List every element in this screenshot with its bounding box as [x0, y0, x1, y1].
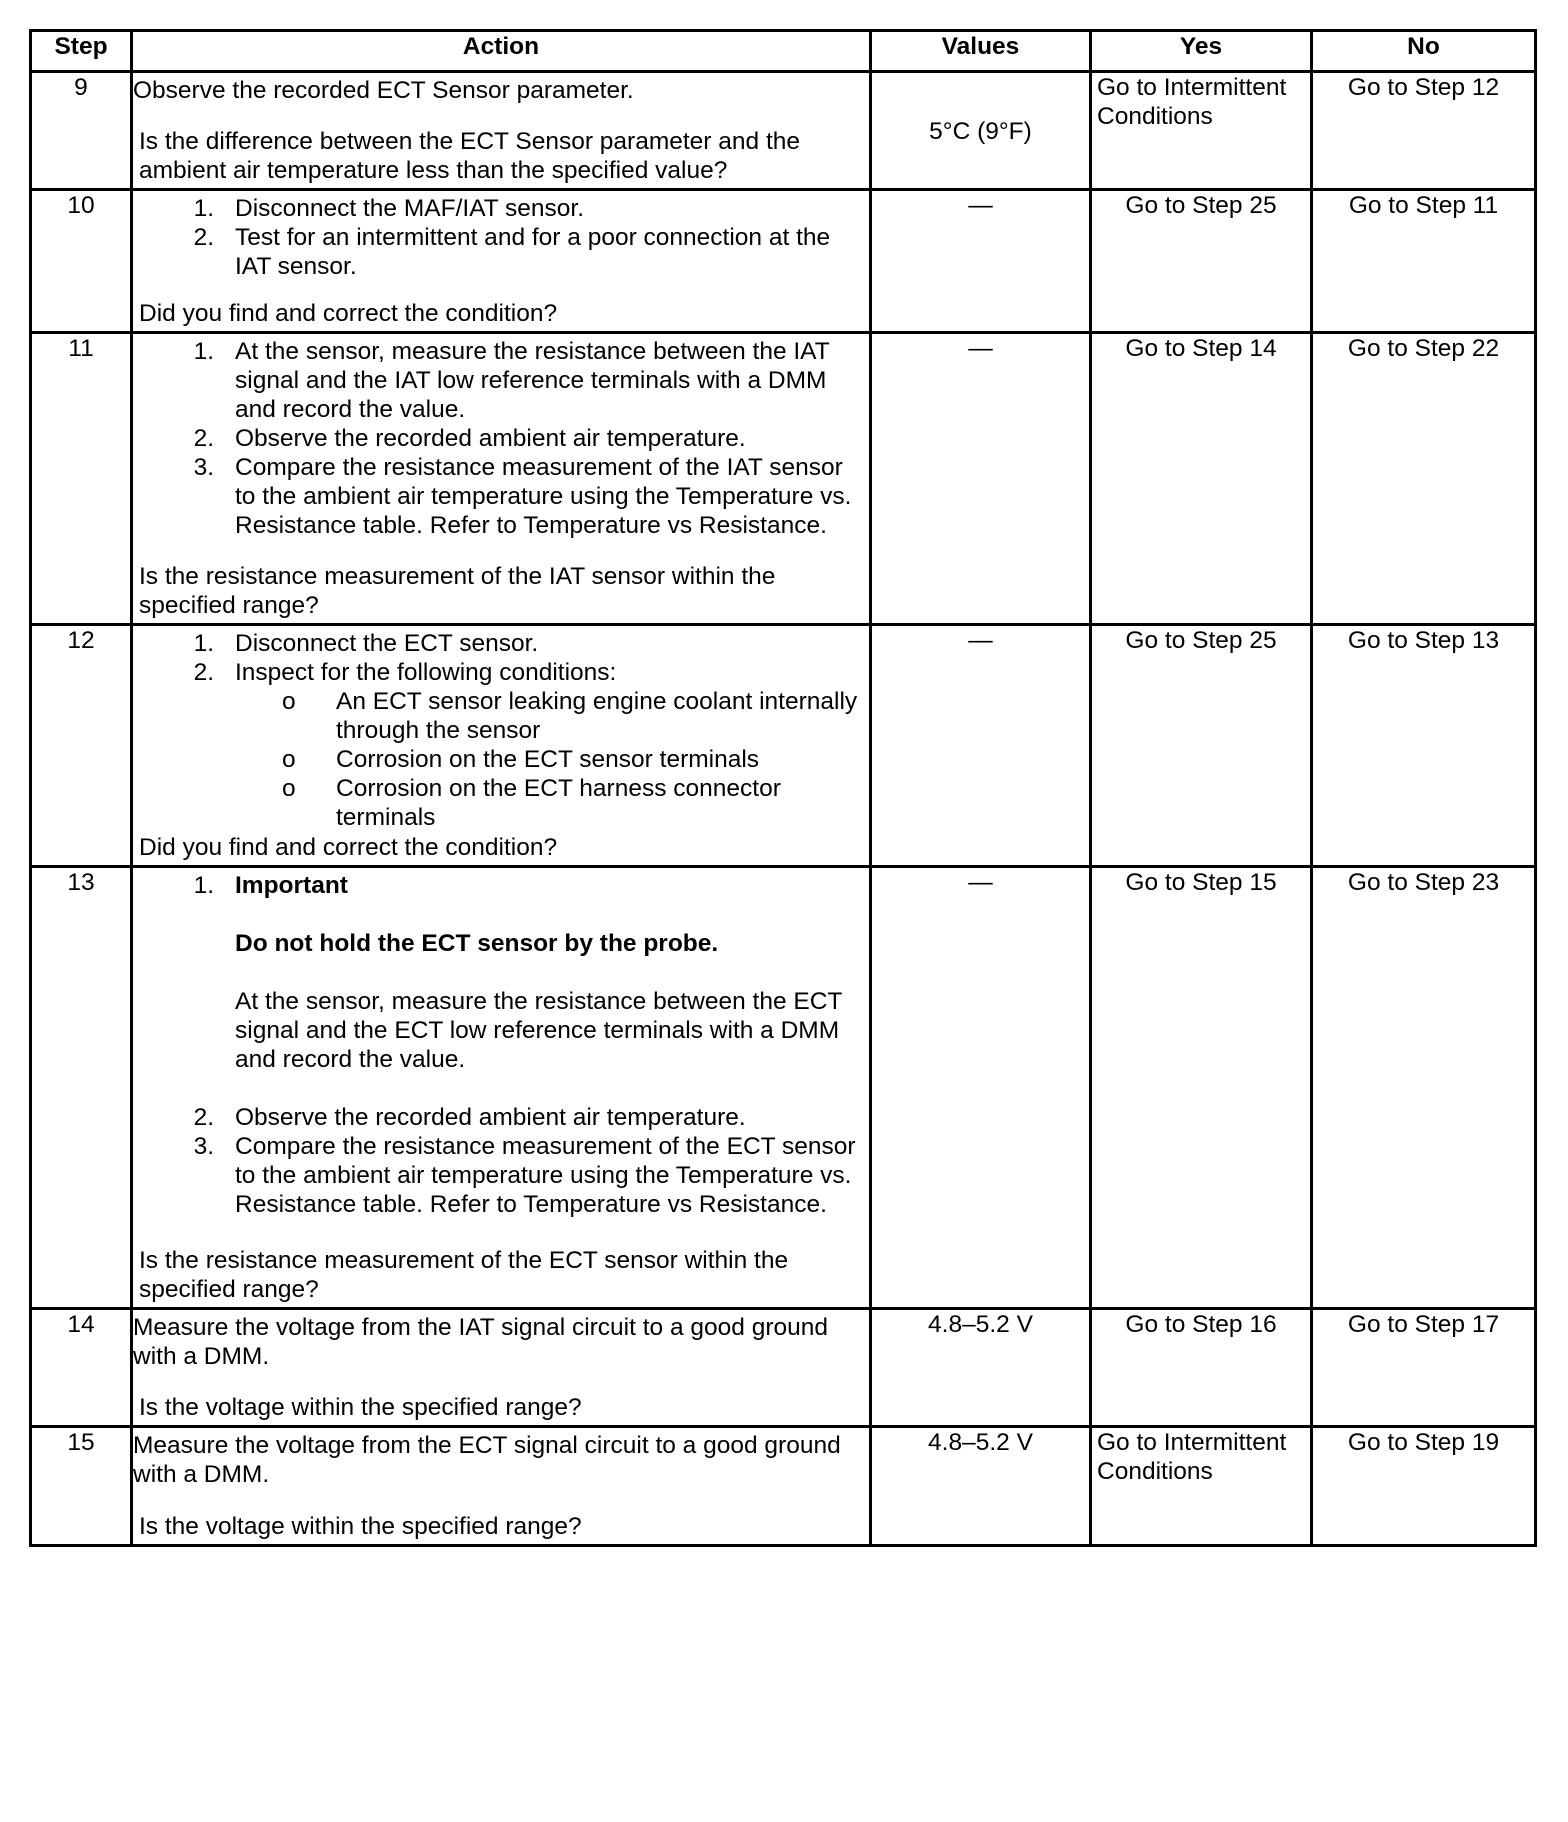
list-item: 1. Important Do not hold the ECT sensor by the probe. At the sensor, measure the resistance between the ECT signal and the ECT low reference terminals with a DMM and record the value. — [133, 871, 869, 1074]
action-question: Did you find and correct the condition? — [139, 300, 558, 327]
action-cell — [132, 72, 871, 190]
no-link[interactable]: Go to Step 17 — [1312, 1309, 1536, 1427]
table-row-step-12 — [31, 625, 1536, 867]
yes-link[interactable]: Go to Intermittent Conditions — [1091, 72, 1312, 190]
yes-link[interactable]: Go to Intermittent Conditions — [1091, 1427, 1312, 1546]
list-item: 3. Compare the resistance measurement of the IAT sensor to the ambient air temperature using the Temperature vs. Resistance table. Refer to Temperature vs Resistance. — [193, 454, 852, 539]
list-item: 2. Observe the recorded ambient air temperature. — [193, 425, 746, 452]
condition-list — [235, 687, 869, 832]
action-cell — [132, 1427, 871, 1546]
action-question: Is the voltage within the specified range? — [139, 1394, 582, 1421]
list-item: 1. Disconnect the MAF/IAT sensor. — [193, 195, 585, 222]
yes-link[interactable]: Go to Step 25 — [1091, 625, 1312, 867]
action-steps — [133, 191, 869, 281]
value-text: 4.8–5.2 V — [928, 1429, 1033, 1456]
list-item: o Corrosion on the ECT sensor terminals — [282, 746, 760, 773]
action-cell — [132, 333, 871, 625]
table-row-step-9 — [31, 72, 1536, 190]
action-question: Is the resistance measurement of the ECT sensor within the specified range? — [139, 1247, 789, 1303]
step-number: 10 — [31, 190, 132, 333]
action-question: Is the difference between the ECT Sensor parameter and the ambient air temperature less than the specified value? — [139, 128, 800, 184]
action-intro: Observe the recorded ECT Sensor parameter. — [133, 77, 634, 104]
value-text: — — [968, 335, 993, 362]
values-cell — [871, 333, 1091, 625]
value-text: — — [968, 869, 993, 896]
action-cell — [132, 867, 871, 1309]
value-text: 5°C (9°F) — [929, 118, 1032, 145]
value-text: — — [968, 192, 993, 219]
table-row-step-14 — [31, 1309, 1536, 1427]
action-steps — [133, 626, 869, 832]
table-row-step-15 — [31, 1427, 1536, 1546]
header-row — [31, 31, 1536, 72]
action-question: Is the voltage within the specified range? — [139, 1513, 582, 1540]
no-link[interactable]: Go to Step 11 — [1312, 190, 1536, 333]
header-no: No — [1312, 31, 1536, 72]
step-number: 13 — [31, 867, 132, 1309]
no-link[interactable]: Go to Step 13 — [1312, 625, 1536, 867]
values-cell — [871, 72, 1091, 190]
step-number: 12 — [31, 625, 132, 867]
list-item: o An ECT sensor leaking engine coolant internally through the sensor — [282, 688, 858, 744]
value-text: 4.8–5.2 V — [928, 1311, 1033, 1338]
values-cell — [871, 1309, 1091, 1427]
values-cell — [871, 1427, 1091, 1546]
header-values: Values — [871, 31, 1091, 72]
action-question: Did you find and correct the condition? — [139, 834, 558, 861]
list-item: 2. Test for an intermittent and for a poor connection at the IAT sensor. — [193, 224, 831, 280]
diagnostic-table — [29, 29, 1537, 1547]
yes-link[interactable]: Go to Step 15 — [1091, 867, 1312, 1309]
action-steps — [133, 334, 869, 540]
list-item: 2. Inspect for the following conditions: o An ECT sensor leaking engine coolant internally through the sensor o Corrosion on the ECT sensor terminals o Corrosion on the ECT harness connector terminals — [133, 658, 869, 832]
step-number: 11 — [31, 333, 132, 625]
step-number: 15 — [31, 1427, 132, 1546]
no-link[interactable]: Go to Step 12 — [1312, 72, 1536, 190]
warning-text: Do not hold the ECT sensor by the probe. — [235, 930, 719, 957]
item-text: At the sensor, measure the resistance between the ECT signal and the ECT low reference terminals with a DMM and record the value. — [235, 988, 842, 1073]
action-cell — [132, 1309, 871, 1427]
list-item: 1. Disconnect the ECT sensor. — [193, 630, 539, 657]
action-steps — [133, 868, 869, 1219]
list-item: 2. Observe the recorded ambient air temperature. — [193, 1104, 746, 1131]
action-cell — [132, 625, 871, 867]
list-item: 3. Compare the resistance measurement of the ECT sensor to the ambient air temperature using the Temperature vs. Resistance table. Refer to Temperature vs Resistance. — [193, 1133, 856, 1218]
action-intro: Measure the voltage from the ECT signal circuit to a good ground with a DMM. — [133, 1432, 841, 1488]
list-item: o Corrosion on the ECT harness connector terminals — [282, 775, 781, 831]
action-cell — [132, 190, 871, 333]
step-number: 9 — [31, 72, 132, 190]
no-link[interactable]: Go to Step 22 — [1312, 333, 1536, 625]
header-action: Action — [132, 31, 871, 72]
action-intro: Measure the voltage from the IAT signal circuit to a good ground with a DMM. — [133, 1314, 829, 1370]
no-link[interactable]: Go to Step 23 — [1312, 867, 1536, 1309]
list-item: 1. At the sensor, measure the resistance between the IAT signal and the IAT low reference terminals with a DMM and record the value. — [193, 338, 830, 423]
no-link[interactable]: Go to Step 19 — [1312, 1427, 1536, 1546]
yes-link[interactable]: Go to Step 25 — [1091, 190, 1312, 333]
yes-link[interactable]: Go to Step 14 — [1091, 333, 1312, 625]
values-cell — [871, 867, 1091, 1309]
table-row-step-13 — [31, 867, 1536, 1309]
action-question: Is the resistance measurement of the IAT sensor within the specified range? — [139, 563, 776, 619]
value-text: — — [968, 627, 993, 654]
values-cell — [871, 190, 1091, 333]
header-step: Step — [31, 31, 132, 72]
important-label: Important — [235, 872, 348, 899]
table-row-step-10 — [31, 190, 1536, 333]
table-row-step-11 — [31, 333, 1536, 625]
step-number: 14 — [31, 1309, 132, 1427]
yes-link[interactable]: Go to Step 16 — [1091, 1309, 1312, 1427]
header-yes: Yes — [1091, 31, 1312, 72]
values-cell — [871, 625, 1091, 867]
